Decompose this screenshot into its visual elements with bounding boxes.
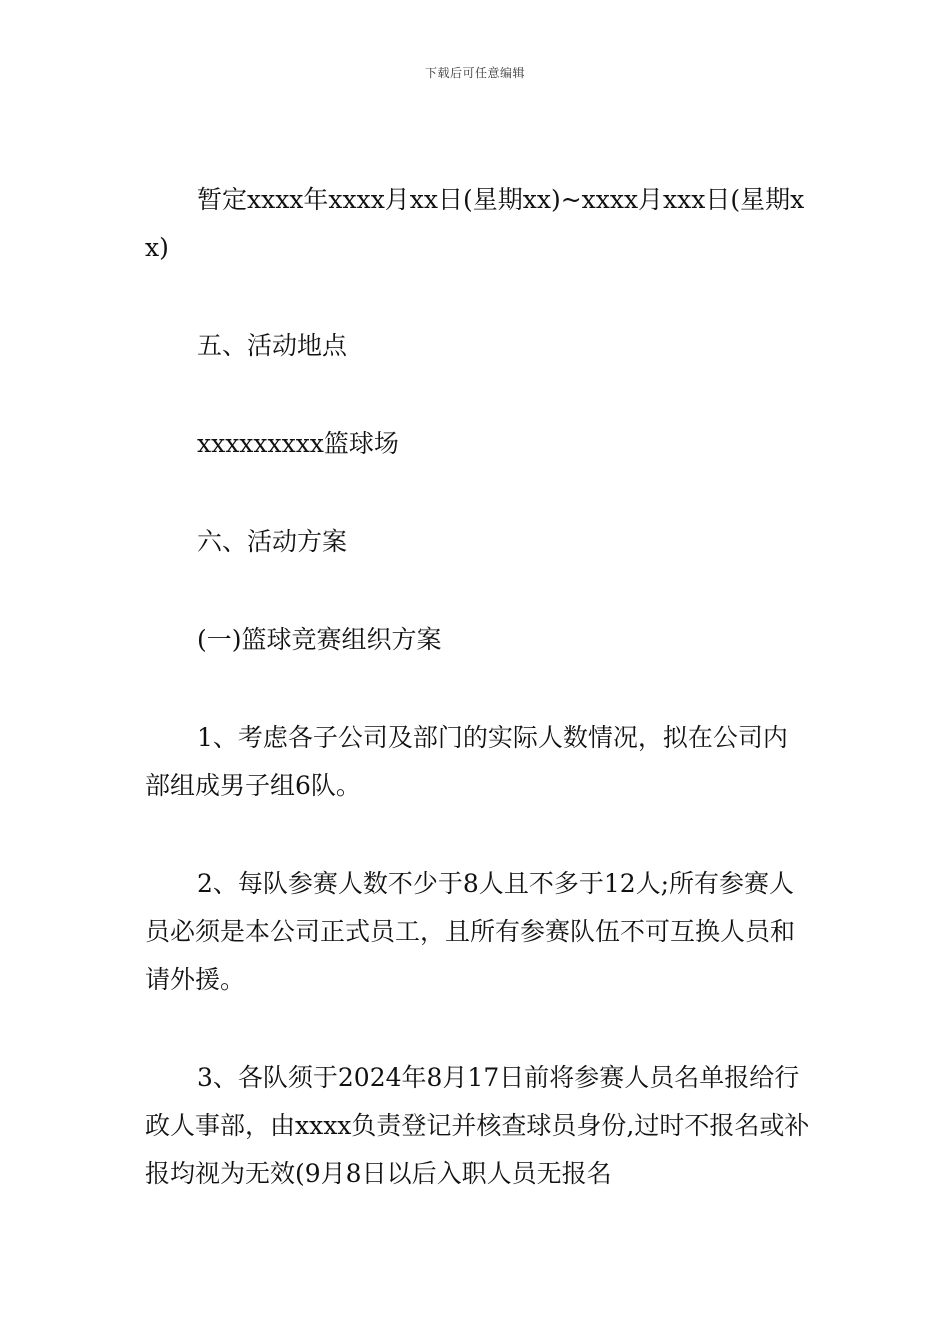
paragraph-location: xxxxxxxxx篮球场 (197, 429, 399, 458)
paragraph-item-2: 2、每队参赛人数不少于8人且不多于12人;所有参赛人员必须是本公司正式员工，且所有参赛队伍不可互换人员和请外援。 (145, 869, 796, 994)
subheading-basketball-plan: (一)篮球竞赛组织方案 (197, 625, 442, 654)
page-header-note: 下载后可任意编辑 (424, 66, 525, 80)
heading-activity-plan: 六、活动方案 (197, 527, 348, 556)
paragraph-item-1: 1、考虑各子公司及部门的实际人数情况，拟在公司内部组成男子组6队。 (145, 723, 788, 800)
heading-activity-location: 五、活动地点 (197, 331, 348, 360)
document-body (145, 176, 810, 1248)
paragraph-date: 暂定xxxx年xxxx月xx日(星期xx)~xxxx月xxx日(星期xx) (145, 185, 805, 262)
paragraph-item-3: 3、各队须于2024年8月17日前将参赛人员名单报给行政人事部，由xxxx负责登记并核查球员身份,过时不报名或补报均视为无效(9月8日以后入职人员无报名 (145, 1063, 810, 1188)
